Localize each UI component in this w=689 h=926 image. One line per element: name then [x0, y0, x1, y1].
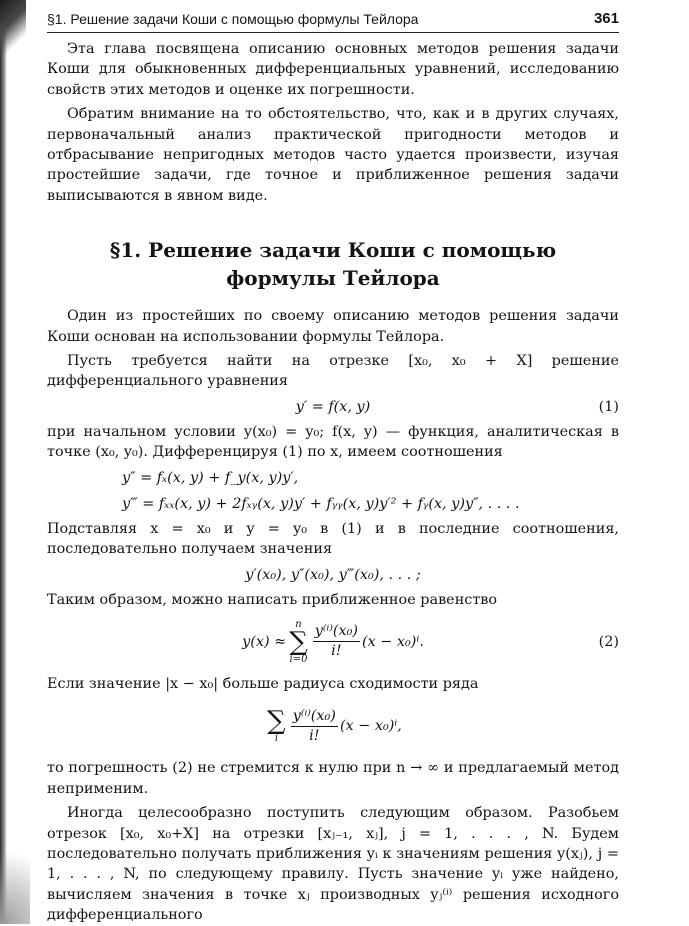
equation-1-body: y′ = f(x, y)	[295, 398, 371, 415]
equation-2-numerator: y⁽ⁱ⁾(x₀)	[313, 622, 360, 642]
equation-1-number: (1)	[598, 398, 619, 415]
equation-2-tail: (x − x₀)ⁱ.	[361, 633, 424, 650]
equation-2-sum	[289, 619, 308, 665]
running-head	[47, 10, 619, 33]
paragraph-approximation: Таким образом, можно написать приближенное равенство	[47, 591, 498, 608]
equation-series-numerator: y⁽ⁱ⁾(x₀)	[291, 707, 338, 727]
intro-paragraph-2: Обратим внимание на то обстоятельство, что, как и в других случаях, первоначальный анализ практической пригодности методов и отбрасывание непригодных методов часто удается произвести, изучая простейшие задачи, где точное и приближенное решения задачи выписываются в явном виде.	[47, 106, 619, 204]
equation-1	[47, 396, 619, 418]
equation-2-sum-upper: n	[295, 618, 302, 630]
equation-2-fraction	[313, 622, 360, 661]
equation-2	[47, 614, 619, 670]
scan-shadow-corner	[0, 0, 26, 60]
intro-paragraph-1: Эта глава посвящена описанию основных методов решения задачи Коши для обыкновенных дифференциальных уравнений, исследованию свойств этих методов и оценке их погрешности.	[47, 41, 619, 98]
equation-2-lhs: y(x) ≈	[242, 633, 287, 650]
sigma-symbol: ∑	[267, 705, 286, 736]
equation-second-derivative	[47, 467, 619, 489]
equation-series-sum	[267, 705, 286, 744]
section-title-line-1: §1. Решение задачи Коши с помощью	[109, 238, 557, 263]
equation-series-sum-lower: i	[274, 732, 279, 744]
paragraph-initial-condition: при начальном условии y(x₀) = y₀; f(x, y) — функция, аналитическая в точке (x₀, y₀). Дифференцируя (1) по x, имеем соотношения	[47, 423, 619, 461]
scan-shadow-edge	[0, 0, 7, 924]
page-body	[47, 39, 619, 926]
equation-third-derivative	[47, 493, 619, 515]
scan-shadow-bottom	[0, 824, 30, 924]
paragraph-problem: Пусть требуется найти на отрезке [x₀, x₀ + X] решение дифференциального уравнения	[47, 353, 619, 390]
section-title	[47, 236, 619, 292]
equation-2-denominator: i!	[331, 643, 342, 660]
page-number: 361	[593, 10, 619, 27]
equation-series	[47, 698, 619, 754]
paragraph-partition: Иногда целесообразно поступить следующим образом. Разобьем отрезок [x₀, x₀+X] на отрезки [xⱼ₋₁, xⱼ], j = 1, . . . , N. Будем последовательно получать приближения yᵢ к значениям решения y(xⱼ), j = 1, . . . , N, по следующему правилу. Пусть значение yᵢ уже найдено, вычисляем значения в точке xⱼ производных yⱼ⁽ⁱ⁾ решения исходного дифференциального	[47, 805, 619, 924]
equation-2-sum-lower: i=0	[289, 653, 308, 665]
equation-derivative-values	[47, 564, 619, 586]
paragraph-taylor-intro: Один из простейших по своему описанию методов решения задачи Коши основан на использовании формулы Тейлора.	[47, 308, 619, 345]
section-title-line-2: формулы Тейлора	[226, 266, 440, 291]
sigma-symbol: ∑	[289, 626, 308, 657]
running-head-title: §1. Решение задачи Коши с помощью формулы Тейлора	[47, 11, 419, 27]
paragraph-substitution: Подставляя x = x₀ и y = y₀ в (1) и в последние соотношения, последовательно получаем значения	[47, 520, 619, 558]
equation-second-derivative-body: y″ = fₓ(x, y) + f_y(x, y)y′,	[122, 469, 299, 486]
equation-third-derivative-body: y‴ = fₓₓ(x, y) + 2fₓᵧ(x, y)y′ + fᵧᵧ(x, y)y′² + fᵧ(x, y)y″, . . . .	[122, 495, 520, 512]
equation-series-fraction	[291, 707, 338, 746]
paragraph-convergence: Если значение |x − x₀| больше радиуса сходимости ряда	[47, 675, 479, 692]
equation-2-number: (2)	[598, 633, 619, 650]
paragraph-error: то погрешность (2) не стремится к нулю при n → ∞ и предлагаемый метод неприменим.	[47, 760, 619, 797]
equation-derivative-values-body: y′(x₀), y″(x₀), y‴(x₀), . . . ;	[245, 566, 421, 583]
equation-series-denominator: i!	[309, 727, 320, 744]
equation-series-tail: (x − x₀)ⁱ,	[339, 718, 402, 735]
